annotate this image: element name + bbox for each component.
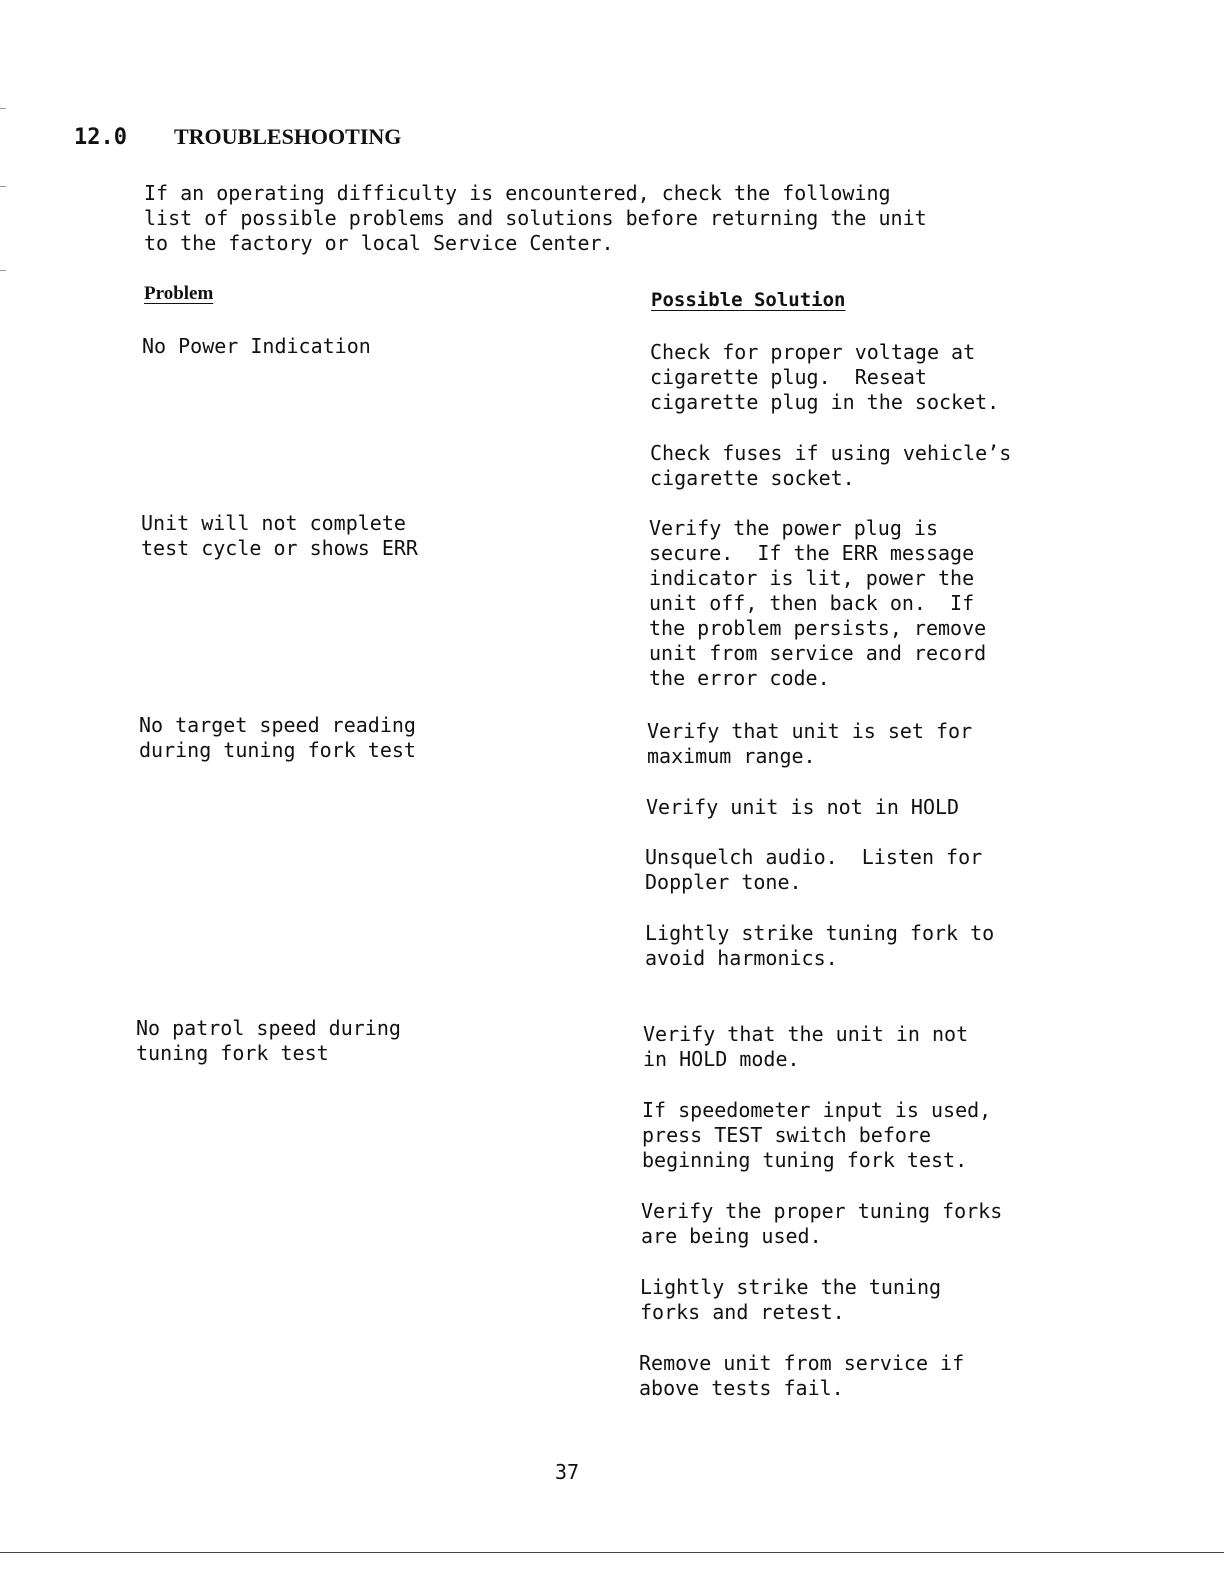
page-number: 37 [555, 1460, 580, 1484]
problem-text: Unit will not complete test cycle or shows ERR [141, 511, 418, 560]
problem-column-header: Problem [144, 283, 214, 304]
solution-column-header: Possible Solution [651, 289, 846, 311]
solution-text: Unsquelch audio. Listen for Doppler tone. [645, 845, 983, 894]
solution-text: Verify the proper tuning forks are being used. [641, 1199, 1003, 1248]
solution-text: Verify that unit is set for maximum range. [647, 719, 973, 768]
solution-text: Verify unit is not in HOLD [646, 795, 960, 819]
problem-text: No Power Indication [142, 334, 371, 358]
problem-text: No patrol speed during tuning fork test [136, 1016, 401, 1065]
intro-paragraph: If an operating difficulty is encountered, check the following list of possible problems and solutions before returning the unit to the factory or local Service Center. [144, 181, 927, 255]
section-title: TROUBLESHOOTING [174, 124, 402, 149]
solution-text: If speedometer input is used, press TEST switch before beginning tuning fork test. [642, 1098, 992, 1172]
solution-text: Remove unit from service if above tests fail. [639, 1351, 965, 1400]
section-heading [74, 124, 401, 150]
margin-mark [0, 270, 6, 271]
solution-text: Lightly strike tuning fork to avoid harmonics. [645, 921, 995, 970]
margin-mark [0, 186, 6, 187]
solution-text: Lightly strike the tuning forks and retest. [640, 1275, 942, 1324]
solution-text: Verify the power plug is secure. If the ERR message indicator is lit, power the unit off, then back on. If the problem persists, remove unit from service and record the error code. [649, 516, 987, 690]
problem-text: No target speed reading during tuning fork test [139, 713, 416, 762]
solution-text: Verify that the unit in not in HOLD mode. [643, 1022, 969, 1071]
section-number: 12.0 [74, 125, 127, 150]
margin-mark [0, 108, 6, 109]
solution-text: Check for proper voltage at cigarette plug. Reseat cigarette plug in the socket. [650, 340, 1000, 414]
page-bottom-rule [0, 1552, 1224, 1553]
solution-text: Check fuses if using vehicle’s cigarette socket. [650, 441, 1012, 490]
